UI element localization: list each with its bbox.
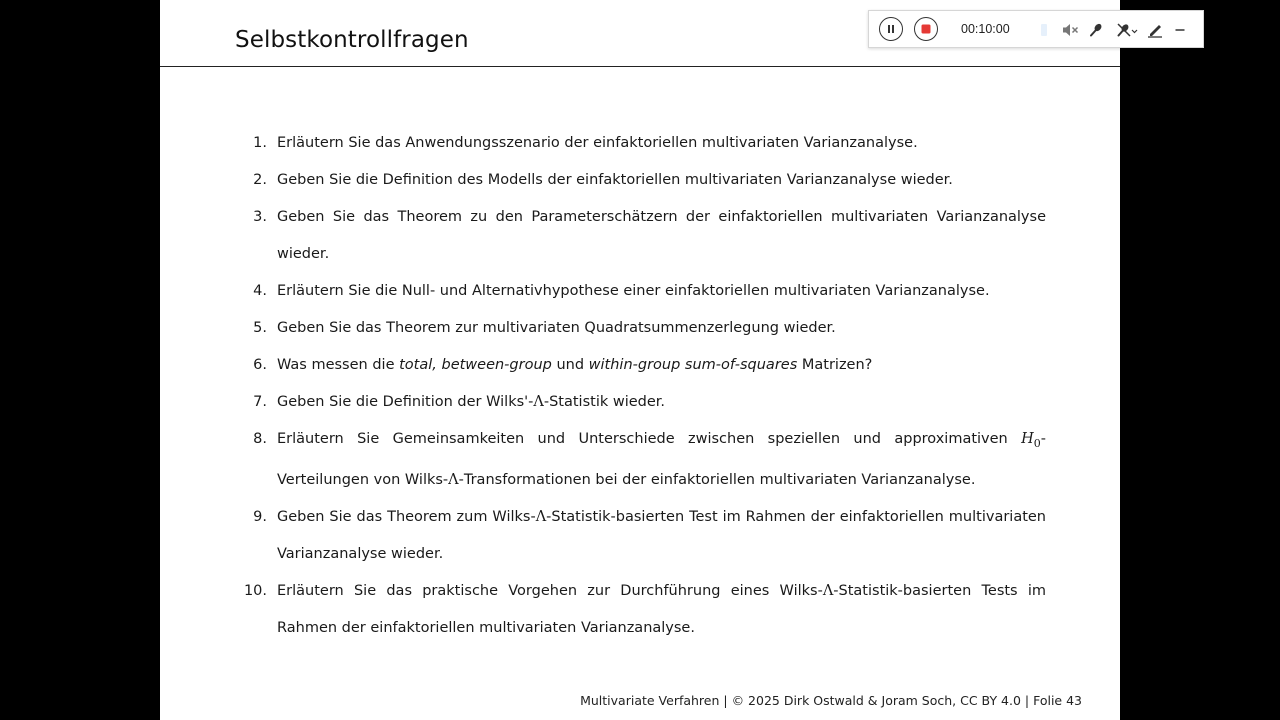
pen-icon <box>1146 22 1164 38</box>
recording-toolbar <box>868 10 1204 48</box>
audio-level-indicator <box>1041 24 1047 36</box>
list-item: 10. Erläutern Sie das praktische Vorgehen zur Durchführung eines Wilks-Λ-Statistik-basierten Tests im Rahmen der einfaktoriellen multivariaten Varianzanalyse. <box>243 582 1046 636</box>
stop-icon <box>921 24 931 34</box>
list-item: 6. Was messen die total, between-group und within-group sum-of-squares Matrizen? <box>253 357 873 373</box>
microphone-toggle[interactable] <box>1086 20 1106 40</box>
microphone-icon <box>1088 22 1104 38</box>
pause-icon <box>886 24 896 34</box>
list-item: 8. Erläutern Sie Gemeinsamkeiten und Unterschiede zwischen speziellen und approximativen $H_0$-Verteilungen von Wilks-Λ-Transformationen bei der einfaktoriellen multivariaten Varianzanalyse. <box>253 431 1046 488</box>
slide <box>160 0 1120 720</box>
list-item: 1. Erläutern Sie das Anwendungsszenario der einfaktoriellen multivariaten Varianzanalyse. <box>253 135 918 151</box>
slide-title: Selbstkontrollfragen <box>235 27 469 53</box>
minimize-button[interactable] <box>1170 20 1190 40</box>
list-item: 9. Geben Sie das Theorem zum Wilks-Λ-Statistik-basierten Test im Rahmen der einfaktoriellen multivariaten Varianzanalyse wieder. <box>253 508 1047 562</box>
speaker-muted-icon <box>1061 22 1079 38</box>
question-list <box>238 125 1046 647</box>
list-item: 2. Geben Sie die Definition des Modells der einfaktoriellen multivariaten Varianzanalyse wieder. <box>253 172 953 188</box>
list-item: 3. Geben Sie das Theorem zu den Parameterschätzern der einfaktoriellen multivariaten Varianzanalyse wieder. <box>253 209 1046 262</box>
speaker-toggle[interactable] <box>1060 20 1080 40</box>
recording-timer: 00:10:00 <box>961 22 1010 36</box>
annotate-button[interactable] <box>1145 20 1165 40</box>
minimize-icon <box>1174 24 1186 36</box>
microphone-muted-icon <box>1116 22 1138 38</box>
microphone-options[interactable] <box>1115 20 1139 40</box>
slide-footer: Multivariate Verfahren | © 2025 Dirk Ostwald & Joram Soch, CC BY 4.0 | Folie 43 <box>580 693 1082 708</box>
list-item: 4. Erläutern Sie die Null- und Alternativhypothese einer einfaktoriellen multivariaten Varianzanalyse. <box>253 283 990 299</box>
pause-button[interactable] <box>879 17 903 41</box>
list-item: 7. Geben Sie die Definition der Wilks'-Λ-Statistik wieder. <box>253 394 666 410</box>
list-item: 5. Geben Sie das Theorem zur multivariaten Quadratsummenzerlegung wieder. <box>253 320 836 336</box>
stop-button[interactable] <box>914 17 938 41</box>
title-divider <box>160 66 1120 67</box>
